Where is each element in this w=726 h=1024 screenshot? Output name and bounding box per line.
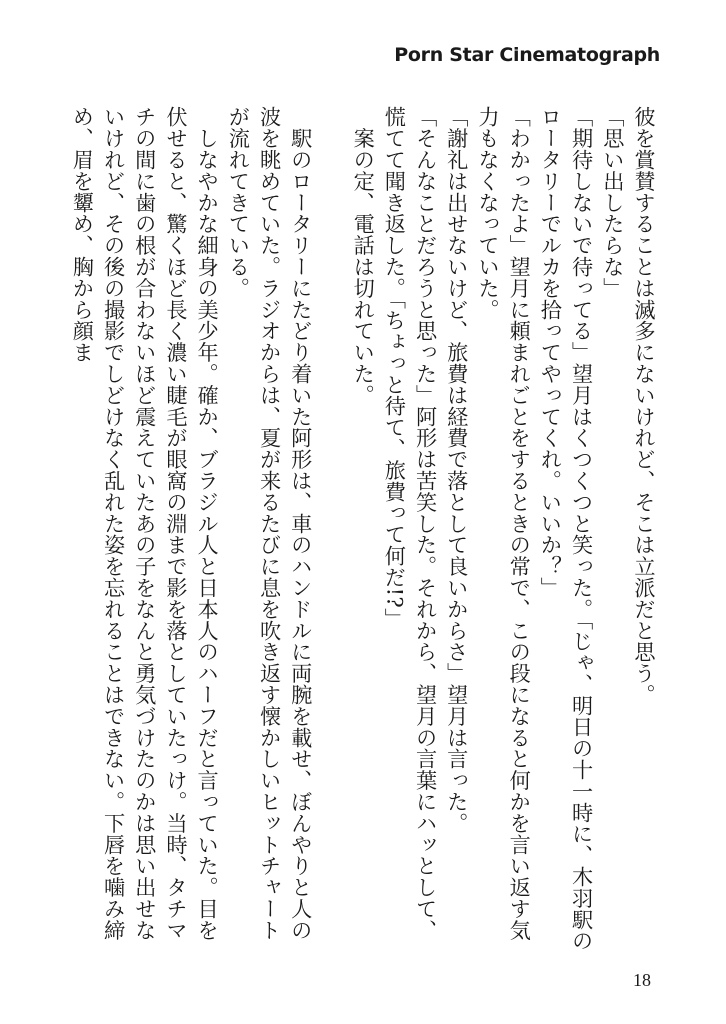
page-number: 18 [633,970,651,990]
paragraph: 「そんなことだろうと思った」阿形は苦笑した。それから、望月の言葉にハッとして、慌てて聞き返した。「ちょっと待て、旅費って何だ!?」 [382,106,439,941]
paragraph: 案の定、電話は切れていた。 [351,106,377,406]
body-text [60,106,660,956]
paragraph: 「謝礼は出せないけど、旅費は経費で落として良いからさ」望月は言った。 [444,106,470,834]
paragraph: 「期待しないで待ってる」望月はくつくつと笑った。「じゃ、明日の十一時に、木羽駅のロータリーでルカを拾ってやってくれ。いいか？」 [538,106,595,952]
paragraph: 「わかったよ」望月に頼まれごとをするときの常で、この段になると何かを言い返す気力もなくなっていた。 [475,106,533,941]
paragraph: 彼を賞賛することは滅多にないけれど、そこは立派だと思う。 [632,106,657,706]
paragraph-blank-line [317,106,348,956]
running-header: Porn Star Cinematograph [394,44,660,66]
paragraph: 「思い出したらな」 [600,106,626,299]
paragraph: 駅のロータリーにたどり着いた阿形は、車のハンドルに両腕を載せ、ぼんやりと人の波を眺めていた。ラジオからは、夏が来るたびに息を吹き返す懐かしいヒットチャートが流れてきている。 [226,106,314,941]
paragraph: しなやかな細身の美少年。確か、ブラジル人と日本人のハーフだと言っていた。目を伏せると、驚くほど長く濃い睫毛が眼窩の淵まで影を落としていたっけ。当時、タチマチの間に歯の根が合わないほど震えていたあの子をなんと勇気づけたのかは思い出せないけれど、その後の撮影でしどけなく乱れた姿を忘れることはできない。下唇を噛み締め、眉を顰め、胸から顔ま [70,106,221,941]
